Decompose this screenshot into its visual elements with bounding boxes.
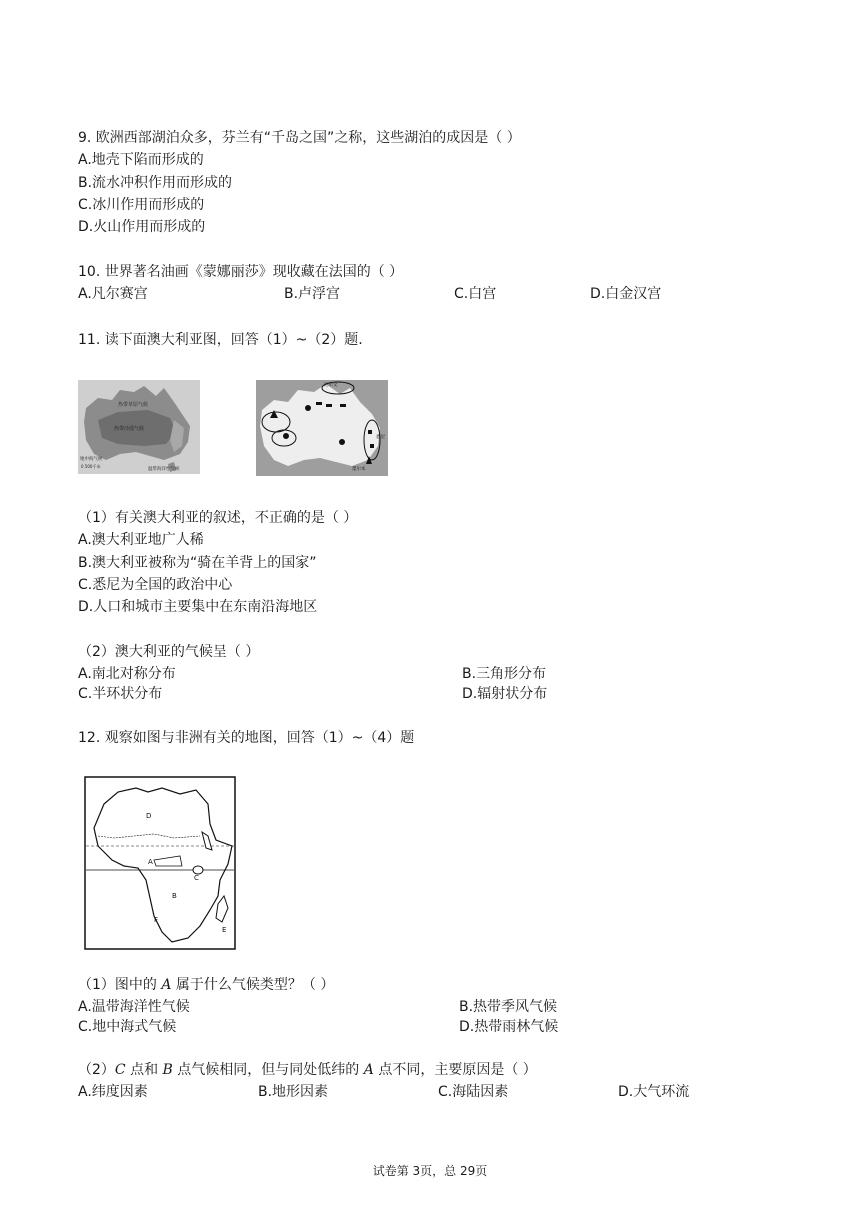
page-footer: 试卷第 3页，总 29页 (372, 1164, 488, 1178)
africa-label-b: B (172, 892, 177, 900)
q10-stem: 10. 世界著名油画《蒙娜丽莎》现收藏在法国的（ ） (78, 264, 404, 280)
q11-sub2-option-d: D.辐射状分布 (462, 686, 548, 702)
q10-option-d: D.白金汉宫 (590, 286, 662, 302)
africa-label-f: F (154, 916, 159, 924)
map1-label-savanna: 热带草原气候 (118, 402, 149, 408)
q12-stem: 12. 观察如图与非洲有关的地图，回答（1）~（4）题 (78, 730, 415, 746)
q9-stem: 9. 欧洲西部湖泊众多，芬兰有“千岛之国”之称，这些湖泊的成因是（ ） (78, 130, 521, 146)
q9-option-b: B.流水冲积作用而形成的 (78, 175, 233, 191)
map1-label-desert: 热带沙漠气候 (114, 426, 145, 432)
map2-label-sydney: 悉尼 (376, 435, 385, 440)
q12-sub2-option-a: A.纬度因素 (78, 1084, 148, 1100)
q11-sub1-option-b: B.澳大利亚被称为“骑在羊背上的国家” (78, 555, 317, 571)
q11-sub1-option-c: C.悉尼为全国的政治中心 (78, 577, 233, 593)
q10-option-c: C.白宫 (454, 286, 497, 302)
q10-option-b: B.卢浮宫 (284, 286, 341, 302)
q11-sub1-option-d: D.人口和城市主要集中在东南沿海地区 (78, 599, 318, 615)
q9-option-d: D.火山作用而形成的 (78, 219, 206, 235)
q12-sub1-option-c: C.地中海式气候 (78, 1019, 177, 1035)
africa-label-a: A (148, 858, 153, 866)
q11-sub2-option-a: A.南北对称分布 (78, 666, 176, 682)
africa-map (84, 776, 236, 950)
africa-label-e: E (222, 926, 227, 934)
map1-label-mediterranean: 地中海气候 (80, 457, 103, 462)
map2-label-melbourne: 墨尔本 (352, 467, 366, 472)
africa-label-d: D (146, 812, 152, 820)
q12-sub2-option-d: D.大气环流 (618, 1084, 690, 1100)
q11-stem: 11. 读下面澳大利亚图，回答（1）~（2）题. (78, 332, 363, 348)
map1-scale: 0 500千米 (81, 464, 101, 469)
map2-label-darwin: 达尔文 (324, 383, 338, 388)
australia-resources-map (256, 380, 388, 476)
q11-sub1-stem: （1）有关澳大利亚的叙述，不正确的是（ ） (78, 510, 358, 526)
q11-sub2-option-b: B.三角形分布 (462, 666, 547, 682)
q12-sub2-stem: （2）C 点和 B 点气候相同，但与同处低纬的 A 点不同，主要原因是（ ） (78, 1062, 537, 1078)
australia-climate-map (78, 380, 200, 474)
q12-sub2-option-b: B.地形因素 (258, 1084, 329, 1100)
map1-label-temperate: 温带海洋性气候 (148, 467, 180, 472)
q11-sub1-option-a: A.澳大利亚地广人稀 (78, 532, 204, 548)
q10-option-a: A.凡尔赛宫 (78, 286, 148, 302)
q9-option-a: A.地壳下陷而形成的 (78, 152, 204, 168)
africa-label-c: C (194, 874, 199, 882)
q12-sub1-option-b: B.热带季风气候 (459, 999, 558, 1015)
q11-sub2-option-c: C.半环状分布 (78, 686, 163, 702)
q12-sub1-option-a: A.温带海洋性气候 (78, 999, 190, 1015)
q9-option-c: C.冰川作用而形成的 (78, 197, 205, 213)
q12-sub1-stem: （1）图中的 A 属于什么气候类型？（ ） (78, 977, 335, 993)
q12-sub1-option-d: D.热带雨林气候 (459, 1019, 559, 1035)
q12-sub2-option-c: C.海陆因素 (438, 1084, 509, 1100)
q11-sub2-stem: （2）澳大利亚的气候呈（ ） (78, 644, 260, 660)
